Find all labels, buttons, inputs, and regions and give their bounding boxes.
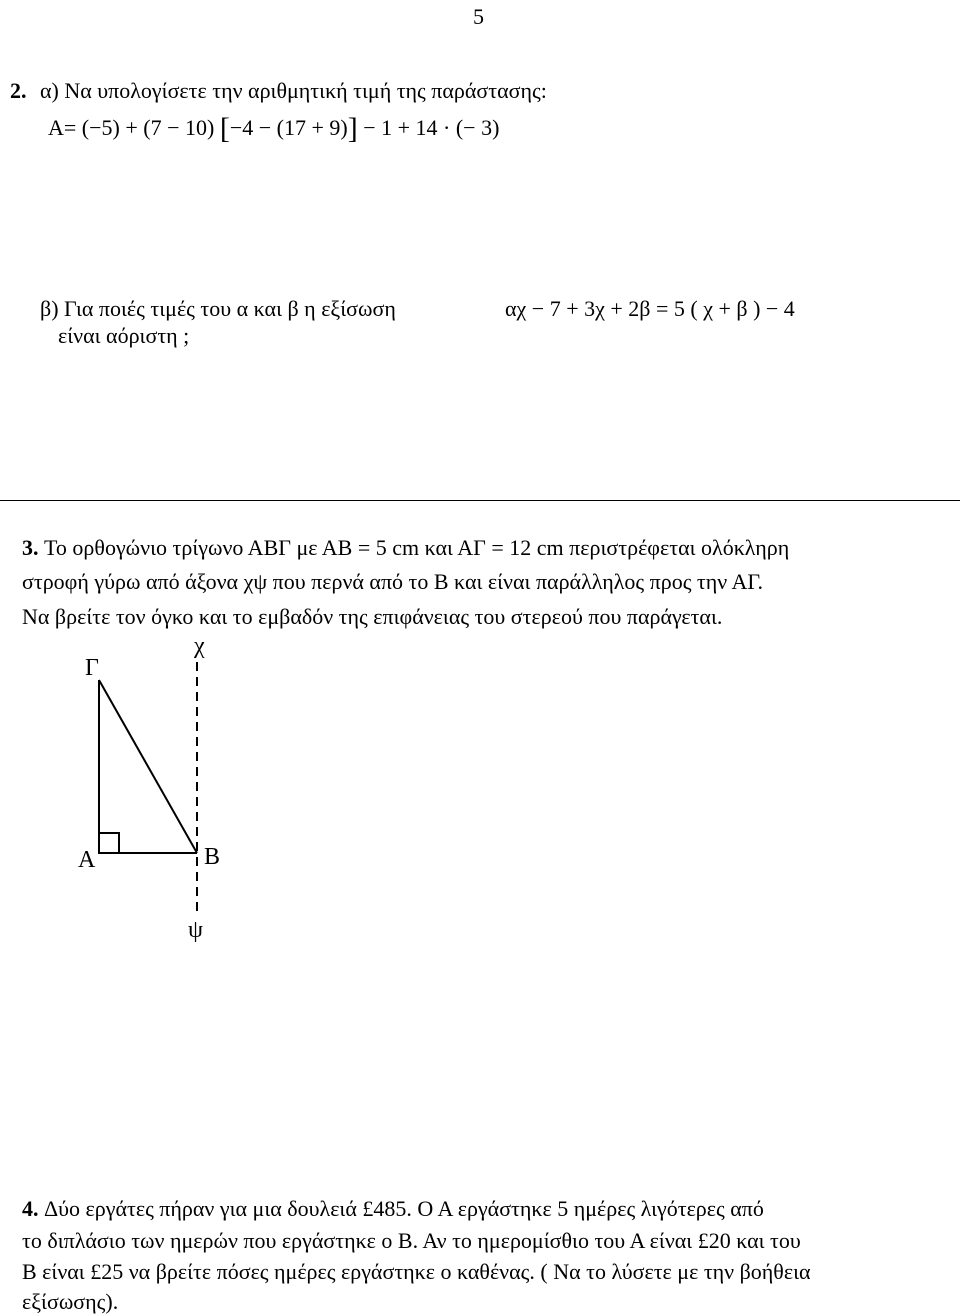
q4-line-2: το διπλάσιο των ημερών που εργάστηκε ο Β. Αν το ημερομίσθιο του Α είναι £20 και του [22, 1228, 801, 1253]
vertex-b-label: Β [204, 844, 221, 870]
q3-line-3: Να βρείτε τον όγκο και το εμβαδόν της επιφάνειας του στερεού που παράγεται. [22, 604, 723, 629]
q4-line-4: εξίσωσης). [22, 1289, 119, 1314]
expr-term-3: −4 − (17 + 9) [229, 115, 348, 140]
q2-equation: αχ − 7 + 3χ + 2β = 5 ( χ + β ) − 4 [505, 296, 795, 321]
q2-expression [48, 112, 499, 146]
q4-number: 4. [22, 1196, 39, 1221]
q3-line-1: Το ορθογώνιο τρίγωνο ΑΒΓ με ΑΒ = 5 cm και ΑΓ = 12 cm περιστρέφεται ολόκληρη [44, 535, 790, 560]
expr-term-2: (7 − 10) [143, 115, 215, 140]
q4-line-1: Δύο εργάτες πήραν για μια δουλειά £485. Ο Α εργάστηκε 5 ημέρες λιγότερες από [44, 1196, 764, 1221]
q3-number: 3. [22, 535, 39, 560]
side-bg-hypotenuse [99, 680, 197, 853]
page-number: 5 [473, 4, 484, 29]
expr-bracket-close: ] [347, 112, 358, 145]
expr-bracket-open: [ [219, 112, 230, 145]
axis-chi-label: χ [194, 633, 205, 659]
right-angle-mark [99, 833, 119, 853]
expr-lhs: A= [48, 115, 77, 140]
triangle-diagram [0, 600, 400, 960]
q3-line-2: στροφή γύρω από άξονα χψ που περνά από το Β και είναι παράλληλος προς την ΑΓ. [22, 569, 763, 594]
q2-part-b: β) Για ποιές τιμές του α και β η εξίσωση [40, 296, 396, 321]
expr-term-1: (−5) [81, 115, 120, 140]
q4-line-3: Β είναι £25 να βρείτε πόσες ημέρες εργάστηκε ο καθένας. ( Να το λύσετε με την βοήθεια [22, 1259, 811, 1284]
expr-plus: + [125, 115, 138, 140]
q2-part-b-end: είναι αόριστη ; [58, 323, 190, 348]
vertex-gamma-label: Γ [85, 655, 99, 681]
q2-part-a: α) Να υπολογίσετε την αριθμητική τιμή της παράστασης: [40, 78, 547, 103]
section-divider [0, 500, 960, 501]
expr-rest: − 1 + 14 · (− 3) [363, 115, 500, 140]
vertex-a-label: Α [78, 847, 96, 873]
q2-number: 2. [10, 78, 27, 103]
axis-psi-label: ψ [188, 917, 204, 943]
